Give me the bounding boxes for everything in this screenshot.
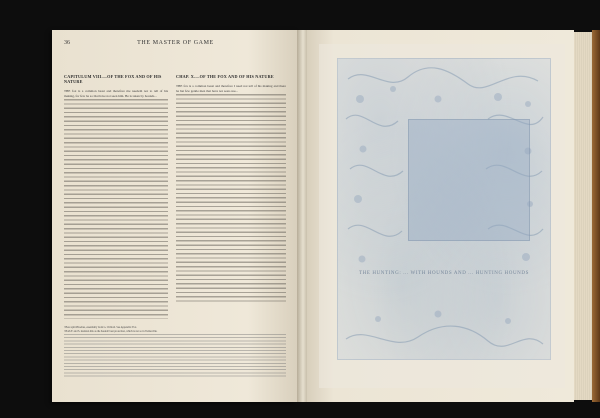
text-column-right bbox=[176, 74, 286, 304]
plate-illustration-panel bbox=[408, 119, 530, 241]
footnote-2: ² Both F. and S. mention this as the hounds' best protection, which is not so in Turberville. bbox=[64, 329, 158, 333]
footnote-1: ¹ Here split Phoebus, essentially from G. Clifford. See Appendix: Fox. bbox=[64, 326, 137, 329]
left-page bbox=[52, 30, 297, 402]
running-head bbox=[64, 40, 287, 50]
plate-caption: THE HUNTING: ... WITH HOUNDS AND ... HUNTING HOUNDS bbox=[359, 271, 529, 276]
book-cover-edge bbox=[592, 30, 600, 402]
running-title: THE MASTER OF GAME bbox=[137, 40, 214, 46]
paragraph-lead-left: THE fox is a common beast and therefore me needeth not to tell of his making, for few be so that have not seen him. He is taken by hounds... bbox=[64, 89, 168, 98]
footnotes bbox=[64, 326, 286, 378]
page-number: 36 bbox=[64, 40, 70, 46]
body-text-lines-right bbox=[176, 94, 286, 304]
chapter-heading-right: CHAP. X.—OF THE FOX AND OF HIS NATURE bbox=[176, 74, 274, 79]
paragraph-lead-right: THE fox is a common beast and therefore I need not tell of his making and there be but few gentle men that have not seen one... bbox=[176, 84, 286, 93]
right-page bbox=[307, 30, 574, 402]
open-book bbox=[52, 30, 592, 402]
body-text-lines-left bbox=[64, 99, 168, 319]
chapter-heading-left: CAPITULUM VIII.—OF THE FOX AND OF HIS NATURE bbox=[64, 74, 162, 84]
book-gutter bbox=[297, 30, 307, 402]
text-column-left bbox=[64, 74, 168, 319]
illustration-plate bbox=[337, 58, 551, 360]
footnote-text-lines bbox=[64, 334, 286, 378]
